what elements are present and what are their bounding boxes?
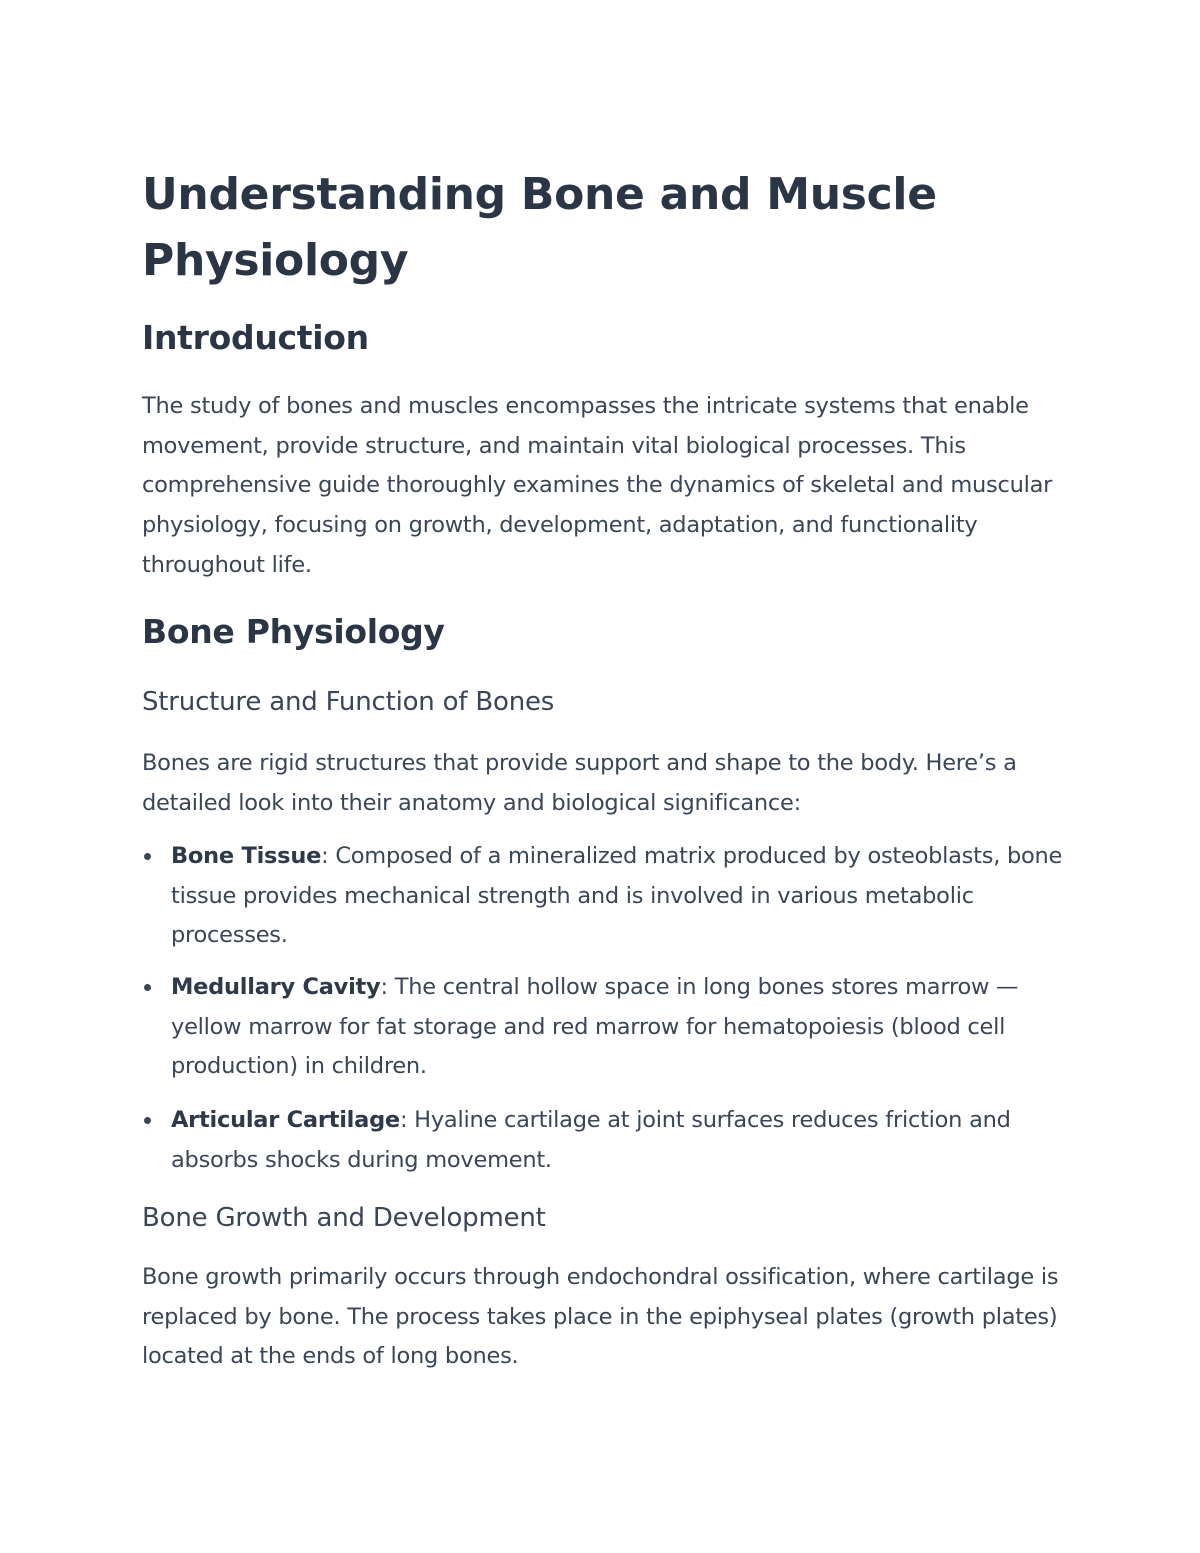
list-item-term: Medullary Cavity xyxy=(171,974,381,1000)
subsection-heading-bone-growth: Bone Growth and Development xyxy=(142,1203,546,1233)
introduction-paragraph: The study of bones and muscles encompasses the intricate systems that enable movement, provide structure, and maintain vital biological processes. This comprehensive guide thoroughly examines the dynamics of skeletal and muscular physiology, focusing on growth, development, adaptation, and functionality throughout life. xyxy=(142,393,1053,578)
list-item-text xyxy=(171,968,1071,1087)
list-item-text xyxy=(171,1101,1071,1180)
bullet-icon xyxy=(144,1117,151,1124)
section-heading-introduction: Introduction xyxy=(142,318,369,357)
subsection-heading-structure-function: Structure and Function of Bones xyxy=(142,687,555,717)
list-item-description: : Hyaline cartilage at joint surfaces reduces friction and absorbs shocks during movement. xyxy=(171,1107,1011,1173)
bullet-icon xyxy=(144,984,151,991)
bone-growth-paragraph: Bone growth primarily occurs through endochondral ossification, where cartilage is replaced by bone. The process takes place in the epiphyseal plates (growth plates) located at the ends of long bones. xyxy=(142,1264,1059,1370)
list-item-description: : Composed of a mineralized matrix produced by osteoblasts, bone tissue provides mechanical strength and is involved in various metabolic processes. xyxy=(171,843,1063,949)
structure-function-paragraph: Bones are rigid structures that provide support and shape to the body. Here’s a detailed look into their anatomy and biological significance: xyxy=(142,750,1017,816)
list-item-term: Articular Cartilage xyxy=(171,1107,400,1133)
document-title: Understanding Bone and Muscle Physiology xyxy=(142,169,937,286)
list-item-description: : The central hollow space in long bones stores marrow — yellow marrow for fat storage and red marrow for hematopoiesis (blood cell production) in children. xyxy=(171,974,1019,1080)
bullet-icon xyxy=(144,853,151,860)
list-item-text xyxy=(171,837,1071,956)
section-heading-bone-physiology: Bone Physiology xyxy=(142,612,445,651)
list-item-term: Bone Tissue xyxy=(171,843,322,869)
